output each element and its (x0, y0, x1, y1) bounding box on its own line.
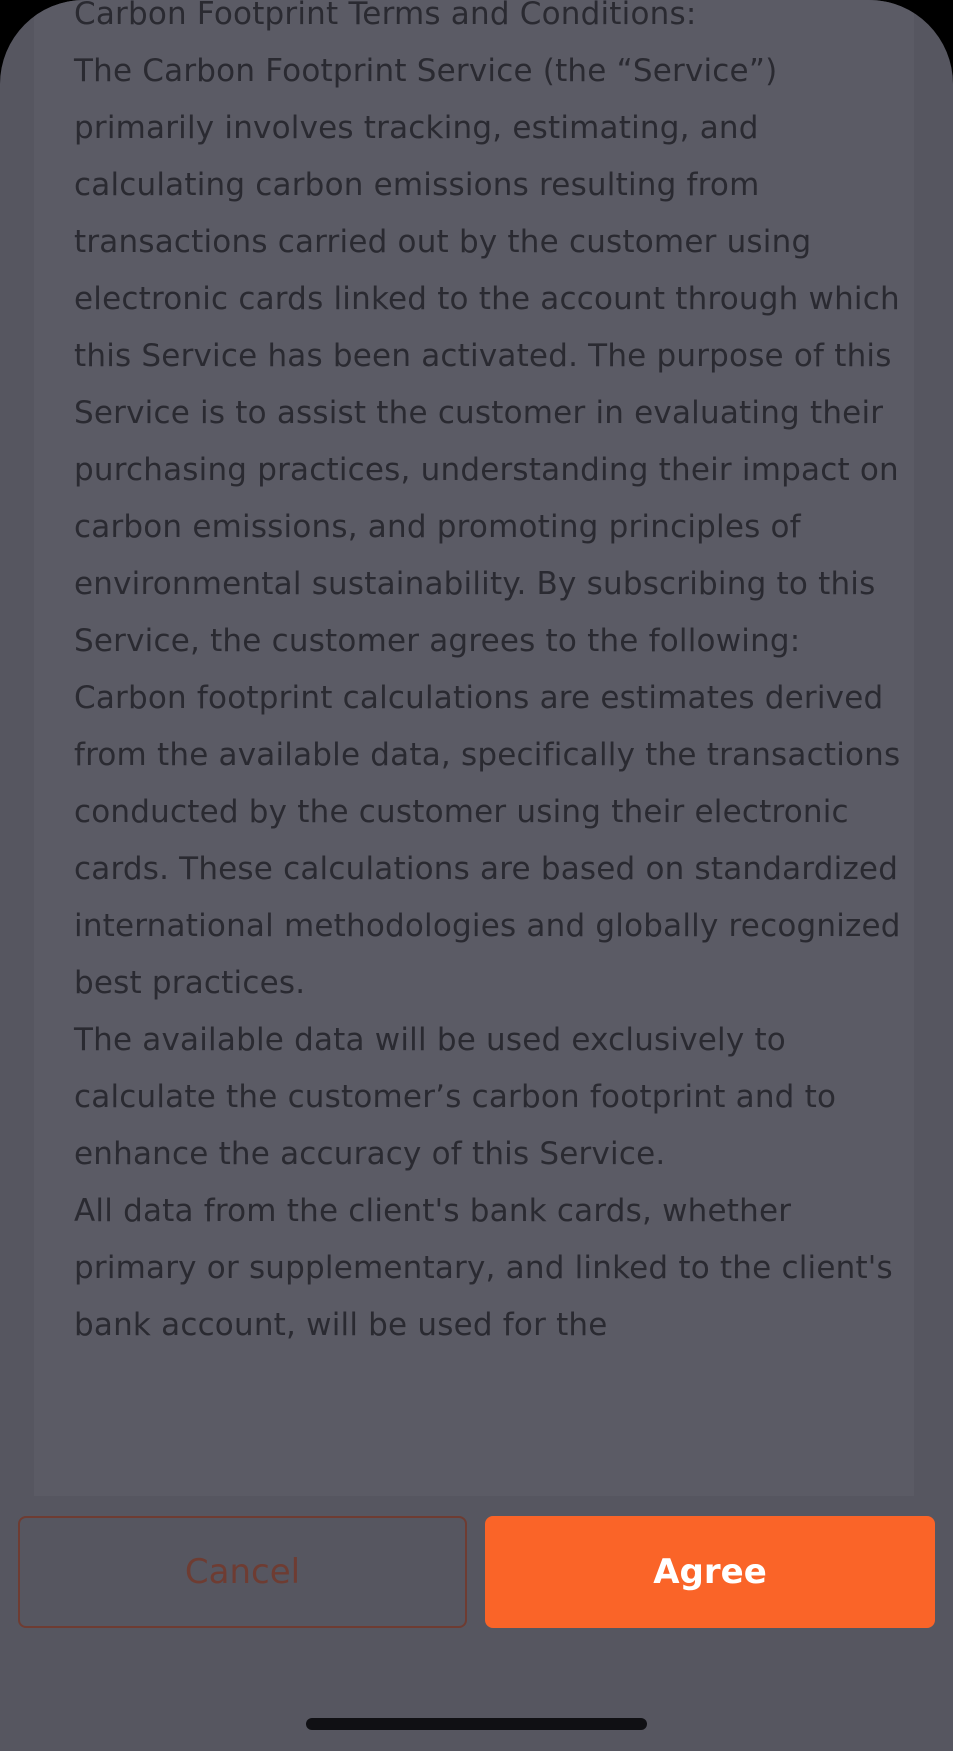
terms-paragraph-bank-cards: All data from the client's bank cards, whether primary or supplementary, and linked to the client's bank account, will be used for the (74, 1193, 893, 1343)
terms-paragraph-intro: The Carbon Footprint Service (the “Service”) primarily involves tracking, estimating, and calculating carbon emissions resulting from transactions carried out by the customer using electronic cards linked to the account through which this Service has been activated. The purpose of this Service is to assist the customer in evaluating their purchasing practices, understanding their impact on carbon emissions, and promoting principles of environmental sustainability. By subscribing to this Service, the customer agrees to the following: (74, 53, 900, 659)
cancel-button[interactable]: Cancel (18, 1516, 467, 1628)
action-bar (0, 1496, 953, 1751)
terms-paragraph-data-use: The available data will be used exclusively to calculate the customer’s carbon footprint and to enhance the accuracy of this Service. (74, 1022, 837, 1172)
terms-heading: Carbon Footprint Terms and Conditions: (74, 0, 697, 32)
terms-paragraph-estimates: Carbon footprint calculations are estimates derived from the available data, specifically the transactions conducted by the customer using their electronic cards. These calculations are based on standardized international methodologies and globally recognized best practices. (74, 680, 901, 1001)
home-indicator[interactable] (306, 1718, 647, 1730)
terms-scroll-area[interactable] (34, 0, 914, 1496)
terms-text (74, 0, 914, 1354)
agree-button[interactable]: Agree (485, 1516, 935, 1628)
